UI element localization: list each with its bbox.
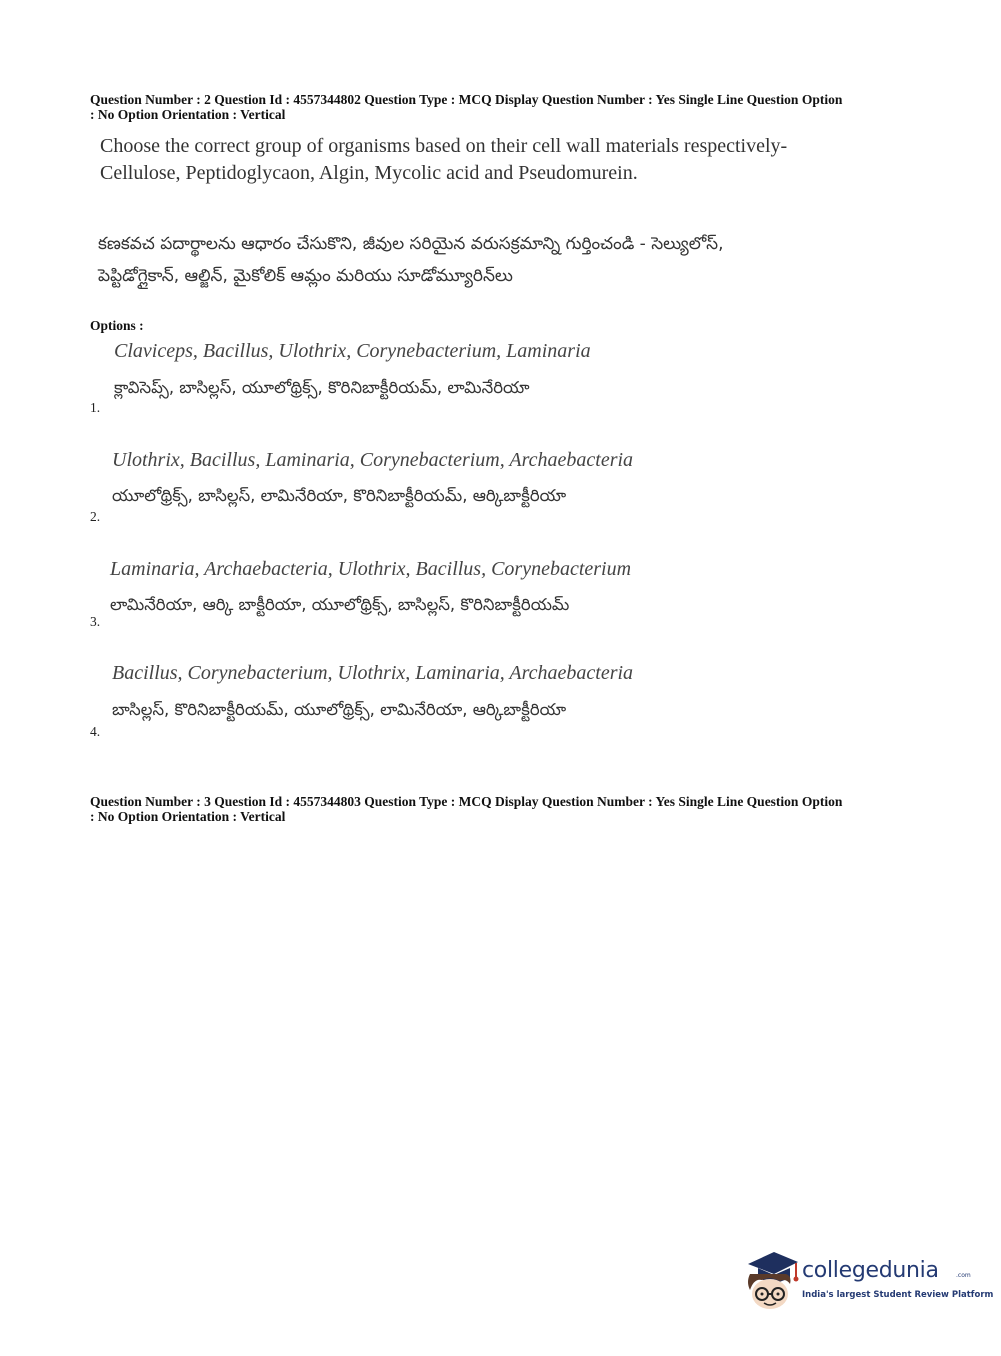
option-4-number: 4. xyxy=(90,724,101,739)
options-label: Options : xyxy=(90,318,144,333)
question-2-meta-line1: Question Number : 2 Question Id : 4557344802 Question Type : MCQ Display Question Number : Yes Single Line Question Option xyxy=(90,92,843,107)
option-4-english: Bacillus, Corynebacterium, Ulothrix, Laminaria, Archaebacteria xyxy=(112,662,634,684)
question-3-meta-line1: Question Number : 3 Question Id : 4557344803 Question Type : MCQ Display Question Number : Yes Single Line Question Option xyxy=(90,794,843,809)
question-3-meta-line2: : No Option Orientation : Vertical xyxy=(90,809,286,824)
option-3-telugu: లామినేరియా, ఆర్కి బాక్టీరియా, యూలోథ్రిక్స్, బాసిల్లస్, కొరినిబాక్టీరియమ్ xyxy=(110,595,570,614)
collegedunia-logo[interactable] xyxy=(740,1248,994,1318)
option-2-telugu: యూలోథ్రిక్స్, బాసిల్లస్, లామినేరియా, కొరినిబాక్టీరియమ్, ఆర్కిబాక్టీరియా xyxy=(112,486,567,505)
option-1[interactable] xyxy=(90,338,910,422)
option-4[interactable] xyxy=(90,660,910,744)
logo-name: collegedunia xyxy=(802,1258,939,1283)
option-1-number: 1. xyxy=(90,400,101,415)
logo-tagline: India's largest Student Review Platform xyxy=(802,1290,994,1300)
logo-dotcom: .com xyxy=(956,1272,971,1279)
question-2-text-english-line2: Cellulose, Peptidoglycaon, Algin, Mycolic acid and Pseudomurein. xyxy=(100,162,638,184)
option-2[interactable] xyxy=(90,447,910,531)
option-3-english: Laminaria, Archaebacteria, Ulothrix, Bacillus, Corynebacterium xyxy=(110,558,632,580)
option-3[interactable] xyxy=(90,556,910,640)
option-3-number: 3. xyxy=(90,614,101,629)
question-2-text-telugu-line2: పెప్టిడోగ్లైకాన్, ఆల్జిన్, మైకోలిక్ ఆమ్లం మరియు సూడోమ్యూరిన్‌లు xyxy=(98,266,513,286)
question-2-meta-line2: : No Option Orientation : Vertical xyxy=(90,107,286,122)
question-2-text-telugu xyxy=(98,228,918,292)
mascot-graduation-cap-icon xyxy=(740,1248,800,1312)
question-2-text-english-line1: Choose the correct group of organisms based on their cell wall materials respectively- xyxy=(100,135,788,157)
question-3-meta xyxy=(90,794,920,824)
option-1-telugu: క్లావిసెప్స్, బాసిల్లస్, యూలోథ్రిక్స్, కొరినిబాక్టీరియమ్, లామినేరియా xyxy=(114,378,530,397)
question-2-text-telugu-line1: కణకవచ పదార్థాలను ఆధారం చేసుకొని, జీవుల సరియైన వరుసక్రమాన్ని గుర్తించండి - సెల్యులోస్, xyxy=(98,234,724,254)
option-2-number: 2. xyxy=(90,509,101,524)
option-4-telugu: బాసిల్లస్, కొరినిబాక్టీరియమ్, యూలోథ్రిక్స్, లామినేరియా, ఆర్కిబాక్టీరియా xyxy=(112,700,567,719)
question-2-text-english xyxy=(100,133,920,187)
option-2-english: Ulothrix, Bacillus, Laminaria, Corynebacterium, Archaebacteria xyxy=(112,449,634,471)
option-1-english: Claviceps, Bacillus, Ulothrix, Corynebacterium, Laminaria xyxy=(114,340,591,362)
question-2-meta xyxy=(90,92,920,122)
